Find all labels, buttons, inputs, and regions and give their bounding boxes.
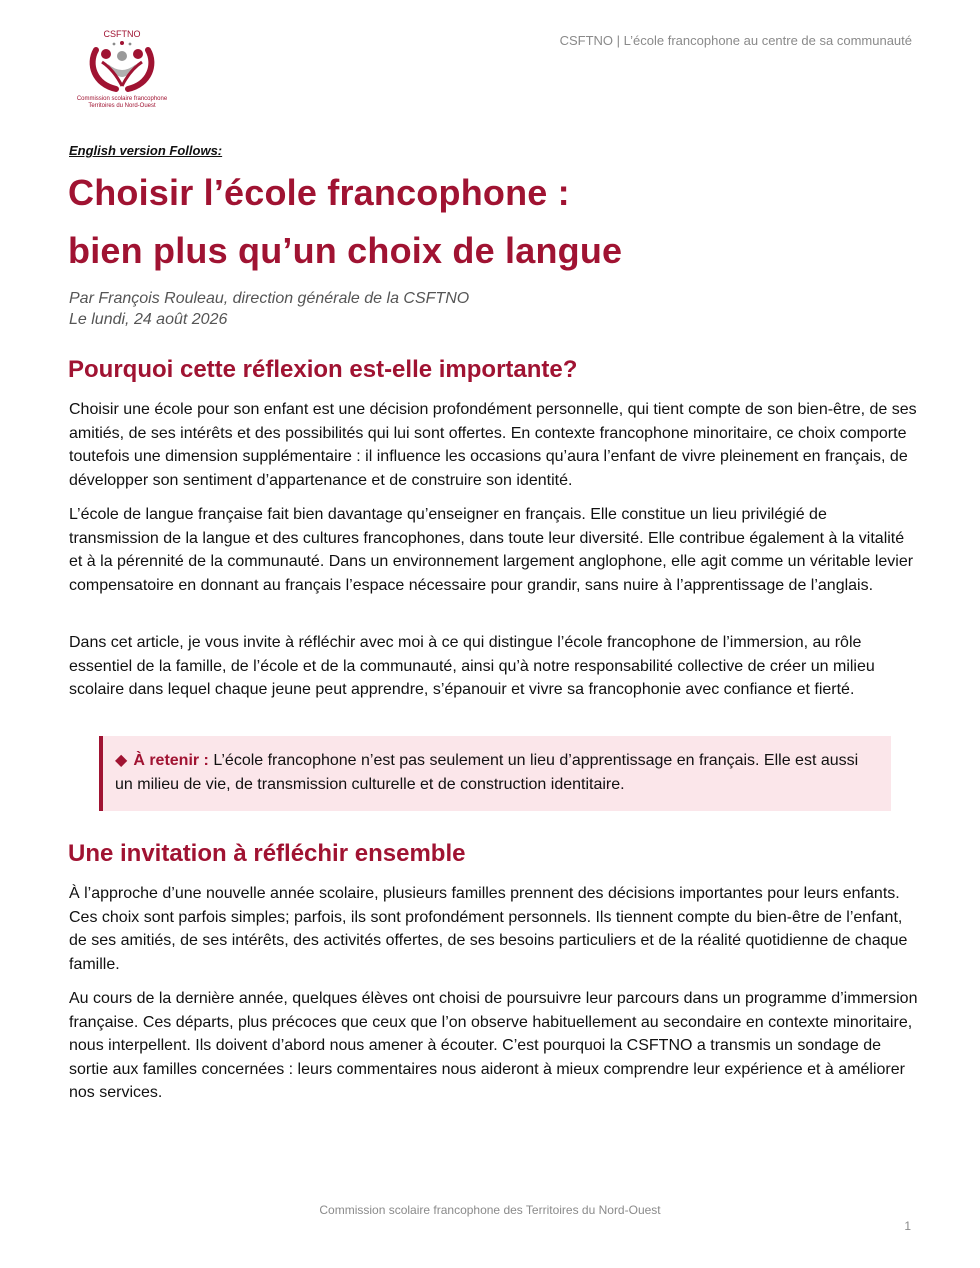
key-takeaway-callout — [99, 736, 891, 811]
paragraph: Au cours de la dernière année, quelques élèves ont choisi de poursuivre leur parcours dans un programme d’immersion française. Ces départs, plus précoces que ceux que l’on observe habituellement au secondaire en contexte minoritaire, nous interpellent. Ils doivent d’abord nous amener à écouter. C’est pourquoi la CSFTNO a transmis un sondage de sortie aux familles concernées : leurs commentaires nous aideront à mieux comprendre leur expérience et à améliorer nos services. — [69, 990, 918, 1101]
logo-caption — [72, 96, 172, 110]
english-version-note: English version Follows: — [69, 143, 223, 158]
logo-caption-line2: Territoires du Nord-Ouest — [88, 103, 156, 109]
paragraph: L’école de langue française fait bien davantage qu’enseigner en français. Elle constitue un lieu privilégié de transmission de la langue et des cultures francophones, dans toute leur diversité. Elle contribue également à la vitalité et à la pérennité de la communauté. Dans un environnement largement anglophone, elle agit comme un véritable levier compensatoire en donnant au français l’espace nécessaire pour grandir, sans nuire à l’apprentissage de l’anglais. — [69, 506, 914, 594]
section-heading-importance: Pourquoi cette réflexion est-elle importante? — [68, 356, 578, 383]
section-heading-invitation: Une invitation à réfléchir ensemble — [68, 840, 466, 867]
paragraph: À l’approche d’une nouvelle année scolaire, plusieurs familles prennent des décisions importantes pour leurs enfants. Ces choix sont parfois simples; parfois, ils sont profondément personnels. Ils tiennent compte du bien-être de l’enfant, de ses amitiés, de ses intérêts, des activités offertes, de ses besoins particuliers et de la réalité quotidienne de chaque famille. — [69, 885, 908, 973]
footer-organization: Commission scolaire francophone des Territoires du Nord-Ouest — [319, 1203, 661, 1217]
page-number: 1 — [904, 1219, 911, 1233]
header-tagline: CSFTNO | L’école francophone au centre de sa communauté — [559, 33, 912, 48]
byline-date: Le lundi, 24 août 2026 — [69, 311, 228, 328]
callout-text: L’école francophone n’est pas seulement un lieu d’apprentissage en français. Elle est aussi un milieu de vie, de transmission culturelle et de construction identitaire. — [115, 752, 859, 793]
byline — [69, 288, 469, 330]
logo-emblem-icon — [84, 26, 160, 94]
paragraph: Dans cet article, je vous invite à réfléchir avec moi à ce qui distingue l’école francophone de l’immersion, au rôle essentiel de la famille, de l’école et de la communauté, ainsi qu’à notre responsabilité collective de créer un milieu scolaire dans lequel chaque jeune peut apprendre, s’épanouir et vivre sa francophonie avec confiance et fierté. — [69, 634, 875, 698]
article-title — [68, 164, 622, 280]
diamond-icon: ◆ — [115, 752, 128, 769]
logo-acronym: CSFTNO — [103, 29, 141, 39]
logo-caption-line1: Commission scolaire francophone — [76, 96, 168, 102]
byline-author: Par François Rouleau, direction générale de la CSFTNO — [69, 290, 470, 307]
callout-label: À retenir : — [133, 752, 209, 769]
csftno-logo — [72, 26, 172, 110]
article-title-line1: Choisir l’école francophone : — [68, 172, 570, 213]
article-title-line2: bien plus qu’un choix de langue — [68, 230, 623, 271]
paragraph: Choisir une école pour son enfant est une décision profondément personnelle, qui tient compte de son bien-être, de ses amitiés, de ses intérêts et des possibilités qui lui sont offertes. En contexte francophone minoritaire, ce choix comporte toutefois une dimension supplémentaire : il influence les occasions qu’aura l’enfant de vivre pleinement en français, de développer son sentiment d’appartenance et de construire son identité. — [69, 401, 917, 489]
